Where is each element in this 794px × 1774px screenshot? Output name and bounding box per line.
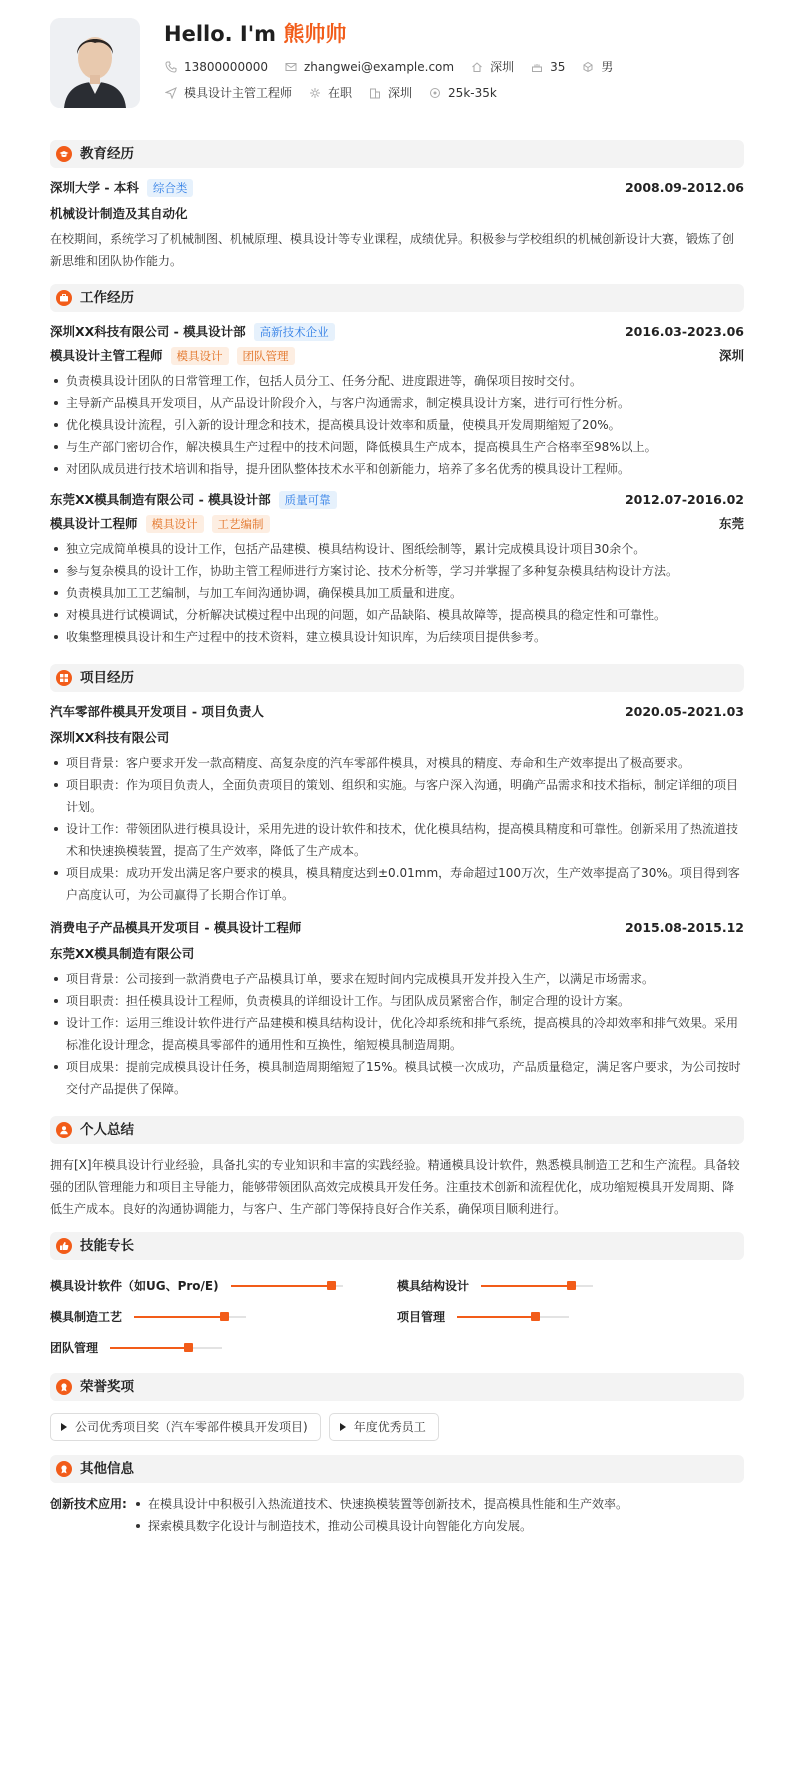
list-item: 主导新产品模具开发项目，从产品设计阶段介入，与客户沟通需求，制定模具设计方案，进行可行性分析。 (50, 392, 744, 414)
work-entry (50, 320, 744, 480)
education-section-title: 教育经历 (80, 145, 134, 162)
position-text: 模具设计主管工程师 (184, 86, 293, 100)
work-entry (50, 488, 744, 648)
other-section-title: 其他信息 (80, 1460, 134, 1477)
salary-meta (428, 84, 497, 102)
gear-icon (308, 86, 322, 100)
other-list (132, 1493, 744, 1537)
email-icon (284, 60, 298, 74)
skills-section-header (50, 1232, 744, 1260)
gender-meta (581, 58, 613, 76)
skill-name: 项目管理 (397, 1309, 446, 1324)
graduation-cap-icon (56, 146, 72, 162)
cake-icon (530, 60, 544, 74)
list-item: 与生产部门密切合作，解决模具生产过程中的技术问题，降低模具生产成本，提高模具生产合格率至98%以上。 (50, 436, 744, 458)
project-company: 东莞XX模具制造有限公司 (50, 946, 195, 961)
work-date: 2016.03-2023.06 (624, 323, 744, 339)
job-role: 模具设计主管工程师 (50, 348, 163, 363)
project-detail-list (50, 968, 744, 1100)
list-item: 项目背景：客户要求开发一款高精度、高复杂度的汽车零部件模具，对模具的精度、寿命和生产效率提出了极高要求。 (50, 752, 744, 774)
list-item: 项目成果：提前完成模具设计任务，模具制造周期缩短了15%。模具试模一次成功，产品质量稳定，满足客户要求，为公司按时交付产品提供了保障。 (50, 1056, 744, 1100)
other-label: 创新技术应用: (50, 1497, 127, 1511)
list-item: 优化模具设计流程，引入新的设计理念和技术，提高模具设计效率和质量，使模具开发周期缩短了20%。 (50, 414, 744, 436)
honors-list (50, 1413, 744, 1441)
company-tag: 质量可靠 (279, 491, 337, 509)
skill-level-fill (134, 1316, 224, 1318)
project-entry (50, 700, 744, 906)
skill-level-fill (231, 1285, 332, 1287)
work-section-header (50, 284, 744, 312)
age-text: 35 (550, 60, 566, 74)
summary-section-header (50, 1116, 744, 1144)
project-company: 深圳XX科技有限公司 (50, 730, 170, 745)
job-location: 东莞 (718, 515, 744, 531)
job-role: 模具设计工程师 (50, 516, 138, 531)
major-name: 机械设计制造及其自动化 (50, 206, 188, 221)
award-icon (56, 1379, 72, 1395)
list-item: 收集整理模具设计和生产过程中的技术资料，建立模具设计知识库，为后续项目提供参考。 (50, 626, 744, 648)
project-detail-list (50, 752, 744, 906)
gender-text: 男 (601, 60, 614, 74)
greeting-text: Hello. I'm (164, 22, 284, 46)
work-duty-list (50, 538, 744, 648)
education-date: 2008.09-2012.06 (624, 179, 744, 195)
summary-section-title: 个人总结 (80, 1121, 134, 1138)
job-row (164, 84, 629, 102)
avatar (50, 18, 140, 108)
skill-item (397, 1270, 744, 1301)
project-name: 汽车零部件模具开发项目 - 项目负责人 (50, 704, 264, 719)
user-icon (56, 1122, 72, 1138)
summary-text: 拥有[X]年模具设计行业经验，具备扎实的专业知识和丰富的实践经验。精通模具设计软件，熟悉模具制造工艺和生产流程。具备较强的团队管理能力和项目主导能力，能够带领团队高效完成模具开发任务。注重技术创新和流程优化，成功缩短模具开发周期、降低生产成本。良好的沟通协调能力，与客户、生产部门等保持良好合作关系，确保项目顺利进行。 (50, 1158, 740, 1216)
company-tag: 高新技术企业 (254, 323, 335, 341)
award-icon (56, 1461, 72, 1477)
list-item: 独立完成简单模具的设计工作，包括产品建模、模具结构设计、图纸绘制等，累计完成模具设计项目30余个。 (50, 538, 744, 560)
skill-level-fill (481, 1285, 571, 1287)
list-item: 设计工作：带领团队进行模具设计，采用先进的设计软件和技术，优化模具结构，提高模具精度和可靠性。创新采用了热流道技术和快速换模装置，提高了生产效率，降低了生产成本。 (50, 818, 744, 862)
project-section-header (50, 664, 744, 692)
list-item: 项目职责：担任模具设计工程师，负责模具的详细设计工作。与团队成员紧密合作，制定合理的设计方案。 (50, 990, 744, 1012)
skill-level-bar (457, 1316, 569, 1318)
work-date: 2012.07-2016.02 (624, 491, 744, 507)
list-item: 设计工作：运用三维设计软件进行产品建模和模具结构设计，优化冷却系统和排气系统，提高模具的冷却效率和排气效果。采用标准化设计理念，提高模具零部件的通用性和互换性，缩短模具制造周期。 (50, 1012, 744, 1056)
honor-text: 公司优秀项目奖（汽车零部件模具开发项目) (75, 1420, 308, 1434)
skill-level-fill (457, 1316, 535, 1318)
email-text: zhangwei@example.com (303, 60, 455, 74)
coin-icon (428, 86, 442, 100)
other-info (50, 1493, 744, 1537)
honors-section-header (50, 1373, 744, 1401)
work-duty-list (50, 370, 744, 480)
school-tag: 综合类 (147, 179, 194, 197)
project-date: 2015.08-2015.12 (624, 919, 744, 935)
status-text: 在职 (328, 86, 353, 100)
education-entry (50, 176, 744, 272)
skill-level-knob (184, 1343, 193, 1352)
age-meta (530, 58, 565, 76)
skill-name: 模具结构设计 (397, 1278, 470, 1293)
skill-name: 模具设计软件（如UG、Pro/E) (50, 1278, 219, 1293)
email-meta (284, 58, 454, 76)
list-item: 项目职责：作为项目负责人，全面负责项目的策划、组织和实施。与客户深入沟通，明确产品需求和技术指标，制定详细的项目计划。 (50, 774, 744, 818)
skill-level-knob (531, 1312, 540, 1321)
project-name: 消费电子产品模具开发项目 - 模具设计工程师 (50, 920, 302, 935)
honor-item (50, 1413, 321, 1441)
thumb-up-icon (56, 1238, 72, 1254)
company-name: 深圳XX科技有限公司 - 模具设计部 (50, 324, 246, 339)
list-item: 负责模具设计团队的日常管理工作，包括人员分工、任务分配、进度跟进等，确保项目按时交付。 (50, 370, 744, 392)
position-meta (164, 84, 292, 102)
target-city-meta (368, 84, 412, 102)
skill-name: 团队管理 (50, 1340, 99, 1355)
role-tag: 工艺编制 (212, 515, 270, 533)
company-name: 东莞XX模具制造有限公司 - 模具设计部 (50, 492, 271, 507)
project-entry (50, 916, 744, 1100)
skill-name: 模具制造工艺 (50, 1309, 123, 1324)
list-item: 项目成果：成功开发出满足客户要求的模具，模具精度达到±0.01mm，寿命超过100万次，生产效率提高了30%。项目得到客户高度认可，为公司赢得了长期合作订单。 (50, 862, 744, 906)
play-triangle-icon (61, 1423, 67, 1431)
gender-icon (581, 60, 595, 74)
skill-item (397, 1301, 744, 1332)
list-item: 参与复杂模具的设计工作，协助主管工程师进行方案讨论、技术分析等，学习并掌握了多种复杂模具结构设计方法。 (50, 560, 744, 582)
role-tag: 模具设计 (171, 347, 229, 365)
education-section-header (50, 140, 744, 168)
project-section-title: 项目经历 (80, 669, 134, 686)
honors-section-title: 荣誉奖项 (80, 1378, 134, 1395)
list-item: 探索模具数字化设计与制造技术，推动公司模具设计向智能化方向发展。 (132, 1515, 744, 1537)
grid-icon (56, 670, 72, 686)
role-tag: 模具设计 (146, 515, 204, 533)
skills-list (50, 1270, 744, 1363)
honor-item (329, 1413, 439, 1441)
building-icon (368, 86, 382, 100)
send-icon (164, 86, 178, 100)
role-tag: 团队管理 (237, 347, 295, 365)
skill-level-knob (327, 1281, 336, 1290)
list-item: 对模具进行试模调试，分析解决试模过程中出现的问题，如产品缺陷、模具故障等，提高模具的稳定性和可靠性。 (50, 604, 744, 626)
project-date: 2020.05-2021.03 (624, 703, 744, 719)
home-icon (470, 60, 484, 74)
work-section-title: 工作经历 (80, 289, 134, 306)
skill-level-fill (110, 1347, 188, 1349)
city-text: 深圳 (490, 60, 515, 74)
skills-section-title: 技能专长 (80, 1237, 134, 1254)
honor-text: 年度优秀员工 (353, 1420, 426, 1434)
header-info (164, 18, 629, 102)
list-item: 项目背景：公司接到一款消费电子产品模具订单，要求在短时间内完成模具开发并投入生产，以满足市场需求。 (50, 968, 744, 990)
skill-item (50, 1270, 397, 1301)
contact-row (164, 58, 629, 76)
skill-item (50, 1301, 397, 1332)
skill-level-bar (134, 1316, 246, 1318)
skill-level-knob (567, 1281, 576, 1290)
greeting-title (164, 18, 629, 50)
target-city-text: 深圳 (388, 86, 413, 100)
skill-level-knob (220, 1312, 229, 1321)
skill-level-bar (481, 1285, 593, 1287)
candidate-name: 熊帅帅 (283, 22, 347, 46)
play-triangle-icon (340, 1423, 346, 1431)
skill-item (50, 1332, 397, 1363)
skill-level-bar (231, 1285, 343, 1287)
education-desc: 在校期间，系统学习了机械制图、机械原理、模具设计等专业课程，成绩优异。积极参与学校组织的机械创新设计大赛，锻炼了创新思维和团队协作能力。 (50, 232, 735, 268)
avatar-portrait-icon (50, 18, 140, 108)
briefcase-icon (56, 290, 72, 306)
phone-icon (164, 60, 178, 74)
phone-meta (164, 58, 268, 76)
resume-header (50, 18, 744, 130)
list-item: 负责模具加工工艺编制，与加工车间沟通协调，确保模具加工质量和进度。 (50, 582, 744, 604)
school-name: 深圳大学 - 本科 (50, 180, 139, 195)
list-item: 对团队成员进行技术培训和指导，提升团队整体技术水平和创新能力，培养了多名优秀的模具设计工程师。 (50, 458, 744, 480)
job-location: 深圳 (718, 347, 744, 363)
skill-level-bar (110, 1347, 222, 1349)
salary-text: 25k-35k (448, 86, 497, 100)
city-meta (470, 58, 514, 76)
list-item: 在模具设计中积极引入热流道技术、快速换模装置等创新技术，提高模具性能和生产效率。 (132, 1493, 744, 1515)
phone-text: 13800000000 (184, 60, 268, 74)
other-section-header (50, 1455, 744, 1483)
status-meta (308, 84, 352, 102)
